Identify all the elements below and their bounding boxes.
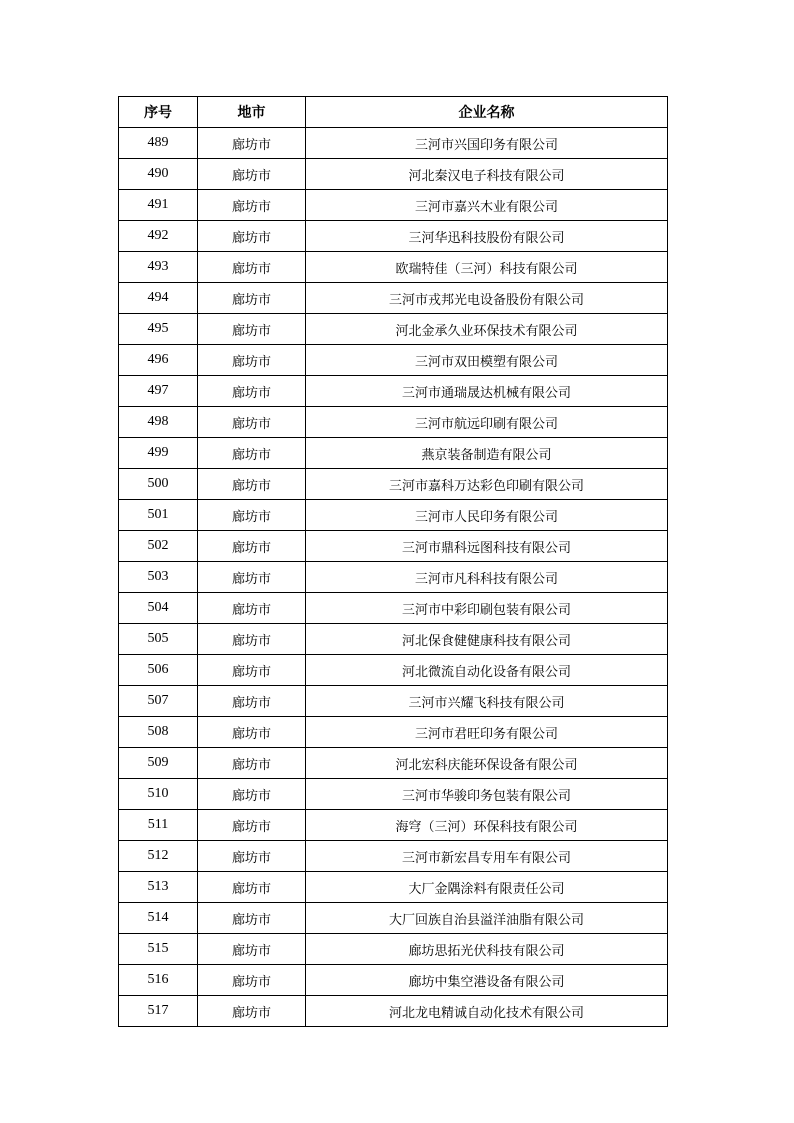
row-company-name: 廊坊思拓光伏科技有限公司 xyxy=(306,934,668,965)
row-index: 501 xyxy=(119,500,198,531)
table-row xyxy=(119,345,668,376)
row-city: 廊坊市 xyxy=(198,531,306,562)
row-company-name: 大厂金隅涂料有限责任公司 xyxy=(306,872,668,903)
header-city: 地市 xyxy=(198,97,306,128)
table-row xyxy=(119,283,668,314)
row-index: 509 xyxy=(119,748,198,779)
table-row xyxy=(119,407,668,438)
row-index: 504 xyxy=(119,593,198,624)
row-city: 廊坊市 xyxy=(198,965,306,996)
table-row xyxy=(119,469,668,500)
row-city: 廊坊市 xyxy=(198,283,306,314)
header-index: 序号 xyxy=(119,97,198,128)
table-body xyxy=(119,128,668,1027)
row-city: 廊坊市 xyxy=(198,407,306,438)
row-company-name: 海穹（三河）环保科技有限公司 xyxy=(306,810,668,841)
row-company-name: 三河市君旺印务有限公司 xyxy=(306,717,668,748)
row-city: 廊坊市 xyxy=(198,252,306,283)
row-company-name: 河北秦汉电子科技有限公司 xyxy=(306,159,668,190)
row-city: 廊坊市 xyxy=(198,810,306,841)
row-index: 492 xyxy=(119,221,198,252)
row-city: 廊坊市 xyxy=(198,128,306,159)
row-company-name: 燕京装备制造有限公司 xyxy=(306,438,668,469)
row-city: 廊坊市 xyxy=(198,190,306,221)
row-index: 489 xyxy=(119,128,198,159)
row-index: 505 xyxy=(119,624,198,655)
table-row xyxy=(119,128,668,159)
table-row xyxy=(119,655,668,686)
table-row xyxy=(119,996,668,1027)
row-city: 廊坊市 xyxy=(198,996,306,1027)
row-company-name: 三河市戎邦光电设备股份有限公司 xyxy=(306,283,668,314)
row-company-name: 大厂回族自治县溢洋油脂有限公司 xyxy=(306,903,668,934)
row-index: 496 xyxy=(119,345,198,376)
header-company-name: 企业名称 xyxy=(306,97,668,128)
row-index: 498 xyxy=(119,407,198,438)
row-city: 廊坊市 xyxy=(198,314,306,345)
row-city: 廊坊市 xyxy=(198,655,306,686)
row-company-name: 廊坊中集空港设备有限公司 xyxy=(306,965,668,996)
row-index: 510 xyxy=(119,779,198,810)
row-index: 502 xyxy=(119,531,198,562)
table-row xyxy=(119,593,668,624)
row-city: 廊坊市 xyxy=(198,748,306,779)
row-index: 503 xyxy=(119,562,198,593)
row-city: 廊坊市 xyxy=(198,779,306,810)
row-company-name: 三河市中彩印刷包装有限公司 xyxy=(306,593,668,624)
row-index: 512 xyxy=(119,841,198,872)
table-row xyxy=(119,934,668,965)
row-company-name: 三河市嘉兴木业有限公司 xyxy=(306,190,668,221)
row-index: 511 xyxy=(119,810,198,841)
row-index: 490 xyxy=(119,159,198,190)
table-row xyxy=(119,717,668,748)
table-row xyxy=(119,841,668,872)
row-city: 廊坊市 xyxy=(198,872,306,903)
row-city: 廊坊市 xyxy=(198,376,306,407)
row-index: 517 xyxy=(119,996,198,1027)
row-index: 516 xyxy=(119,965,198,996)
table-row xyxy=(119,748,668,779)
row-company-name: 三河市兴耀飞科技有限公司 xyxy=(306,686,668,717)
header-row xyxy=(119,97,668,128)
table-row xyxy=(119,190,668,221)
row-company-name: 三河市航远印刷有限公司 xyxy=(306,407,668,438)
table-row xyxy=(119,159,668,190)
table-row xyxy=(119,562,668,593)
row-city: 廊坊市 xyxy=(198,717,306,748)
table-row xyxy=(119,810,668,841)
row-index: 508 xyxy=(119,717,198,748)
table-row xyxy=(119,903,668,934)
row-company-name: 三河市人民印务有限公司 xyxy=(306,500,668,531)
table-row xyxy=(119,965,668,996)
row-city: 廊坊市 xyxy=(198,841,306,872)
row-city: 廊坊市 xyxy=(198,469,306,500)
row-index: 491 xyxy=(119,190,198,221)
row-index: 514 xyxy=(119,903,198,934)
row-index: 494 xyxy=(119,283,198,314)
row-company-name: 三河市通瑞晟达机械有限公司 xyxy=(306,376,668,407)
table-row xyxy=(119,531,668,562)
row-city: 廊坊市 xyxy=(198,562,306,593)
row-index: 497 xyxy=(119,376,198,407)
row-city: 廊坊市 xyxy=(198,438,306,469)
row-company-name: 三河市嘉科万达彩色印刷有限公司 xyxy=(306,469,668,500)
table-row xyxy=(119,438,668,469)
row-city: 廊坊市 xyxy=(198,903,306,934)
row-city: 廊坊市 xyxy=(198,345,306,376)
table-row xyxy=(119,252,668,283)
row-company-name: 欧瑞特佳（三河）科技有限公司 xyxy=(306,252,668,283)
row-company-name: 三河市华骏印务包装有限公司 xyxy=(306,779,668,810)
row-index: 500 xyxy=(119,469,198,500)
table-header xyxy=(119,97,668,128)
row-city: 廊坊市 xyxy=(198,934,306,965)
row-index: 515 xyxy=(119,934,198,965)
table-row xyxy=(119,314,668,345)
row-company-name: 三河市新宏昌专用车有限公司 xyxy=(306,841,668,872)
row-index: 507 xyxy=(119,686,198,717)
row-index: 493 xyxy=(119,252,198,283)
row-city: 廊坊市 xyxy=(198,593,306,624)
row-city: 廊坊市 xyxy=(198,159,306,190)
row-company-name: 三河市兴国印务有限公司 xyxy=(306,128,668,159)
row-company-name: 三河市鼎科远图科技有限公司 xyxy=(306,531,668,562)
row-index: 495 xyxy=(119,314,198,345)
row-company-name: 河北金承久业环保技术有限公司 xyxy=(306,314,668,345)
row-company-name: 三河华迅科技股份有限公司 xyxy=(306,221,668,252)
row-city: 廊坊市 xyxy=(198,624,306,655)
row-index: 513 xyxy=(119,872,198,903)
row-company-name: 三河市双田模塑有限公司 xyxy=(306,345,668,376)
row-index: 499 xyxy=(119,438,198,469)
table-row xyxy=(119,624,668,655)
row-company-name: 河北微流自动化设备有限公司 xyxy=(306,655,668,686)
table-row xyxy=(119,686,668,717)
row-company-name: 河北保食健健康科技有限公司 xyxy=(306,624,668,655)
table-row xyxy=(119,500,668,531)
row-company-name: 河北宏科庆能环保设备有限公司 xyxy=(306,748,668,779)
row-company-name: 河北龙电精诚自动化技术有限公司 xyxy=(306,996,668,1027)
row-index: 506 xyxy=(119,655,198,686)
row-city: 廊坊市 xyxy=(198,686,306,717)
table-row xyxy=(119,221,668,252)
row-city: 廊坊市 xyxy=(198,221,306,252)
table-row xyxy=(119,376,668,407)
row-city: 廊坊市 xyxy=(198,500,306,531)
table-row xyxy=(119,779,668,810)
row-company-name: 三河市凡科科技有限公司 xyxy=(306,562,668,593)
company-list-table xyxy=(118,96,668,1027)
table-row xyxy=(119,872,668,903)
